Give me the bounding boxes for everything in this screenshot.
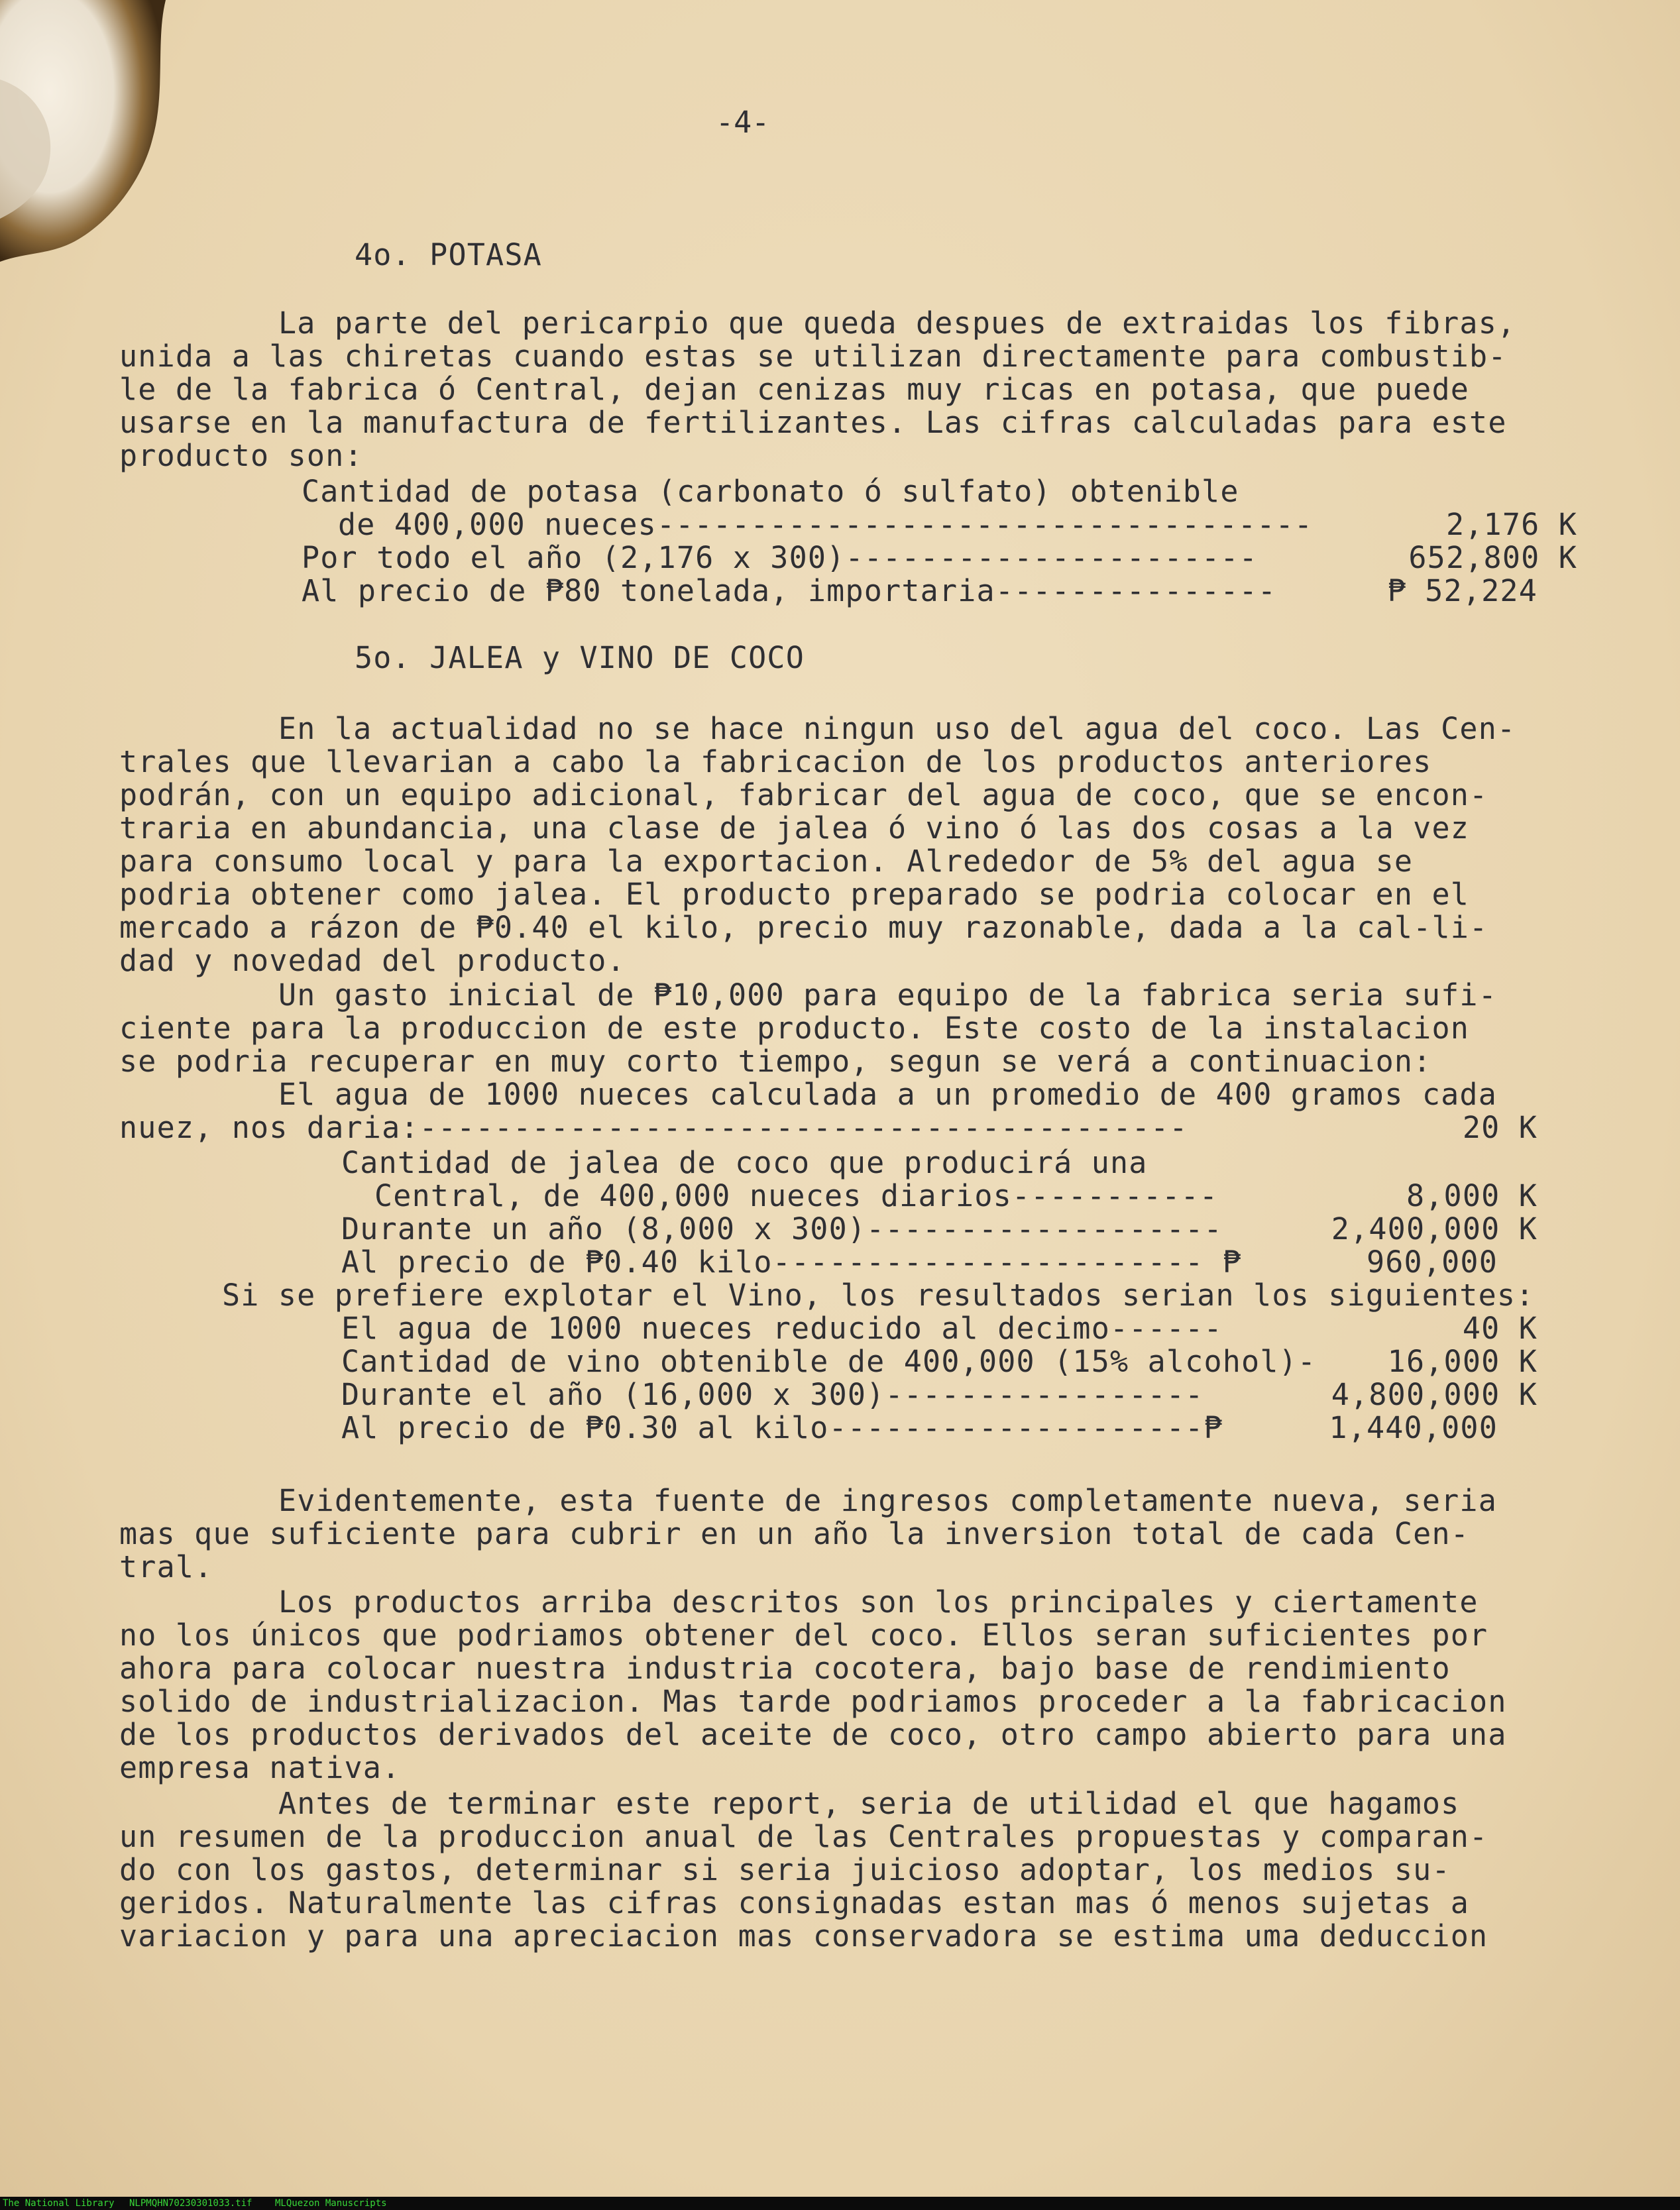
figure-label: Al precio de ₱80 tonelada, importaria--------------- bbox=[302, 573, 1277, 608]
figure-label: Cantidad de jalea de coco que producirá una bbox=[341, 1145, 1148, 1180]
paragraph-line: Los productos arriba descritos son los principales y ciertamente bbox=[278, 1584, 1479, 1620]
footer-file: NLPMQHN70230301033.tif bbox=[129, 2198, 252, 2209]
figure-label: Durante un año (8,000 x 300)------------------- bbox=[341, 1211, 1223, 1246]
paragraph-line: dad y novedad del producto. bbox=[119, 943, 626, 978]
paragraph-line: La parte del pericarpio que queda despues de extraidas los fibras, bbox=[278, 305, 1516, 341]
paragraph-line: ciente para la produccion de este producto. Este costo de la instalacion bbox=[119, 1011, 1470, 1046]
paragraph-line: Un gasto inicial de ₱10,000 para equipo de la fabrica seria sufi- bbox=[278, 977, 1497, 1013]
paragraph-line: tral. bbox=[119, 1549, 213, 1584]
paragraph-line: El agua de 1000 nueces calculada a un promedio de 400 gramos cada bbox=[278, 1077, 1497, 1112]
figure-label: Cantidad de vino obtenible de 400,000 (15% alcohol)- bbox=[341, 1344, 1317, 1379]
figure-amount: 2,400,000 K bbox=[1331, 1211, 1538, 1246]
figure-label: Durante el año (16,000 x 300)----------------- bbox=[341, 1377, 1204, 1412]
figure-label: Al precio de ₱0.30 al kilo--------------------₱ bbox=[341, 1410, 1223, 1445]
paragraph-line: En la actualidad no se hace ningun uso del agua del coco. Las Cen- bbox=[278, 711, 1516, 746]
section-heading-potasa: 4o. POTASA bbox=[355, 237, 542, 272]
scan-footer-bar bbox=[0, 2197, 1680, 2210]
paragraph-line: producto son: bbox=[119, 438, 363, 473]
footer-collection: MLQuezon Manuscripts bbox=[275, 2198, 387, 2209]
figure-label: Cantidad de potasa (carbonato ó sulfato) obtenible bbox=[302, 474, 1239, 509]
paragraph-line: para consumo local y para la exportacion. Alrededor de 5% del agua se bbox=[119, 844, 1414, 879]
figure-label: El agua de 1000 nueces reducido al decimo------ bbox=[341, 1311, 1223, 1346]
paragraph-line: do con los gastos, determinar si seria juicioso adoptar, los medios su- bbox=[119, 1852, 1451, 1887]
footer-library: The National Library bbox=[3, 2198, 115, 2209]
figure-amount: ₱ 52,224 bbox=[1387, 573, 1538, 608]
figure-amount: 16,000 K bbox=[1387, 1344, 1538, 1379]
paragraph-line: empresa nativa. bbox=[119, 1750, 401, 1785]
paragraph-line: mas que suficiente para cubrir en un año la inversion total de cada Cen- bbox=[119, 1516, 1470, 1551]
paragraph-line: le de la fabrica ó Central, dejan cenizas muy ricas en potasa, que puede bbox=[119, 372, 1470, 407]
paragraph-line: no los únicos que podriamos obtener del coco. Ellos seran suficientes por bbox=[119, 1618, 1488, 1653]
paragraph-line: podria obtener como jalea. El producto preparado se podria colocar en el bbox=[119, 877, 1470, 912]
paragraph-line: traria en abundancia, una clase de jalea ó vino ó las dos cosas a la vez bbox=[119, 810, 1470, 846]
paragraph-line: unida a las chiretas cuando estas se utilizan directamente para combustib- bbox=[119, 339, 1507, 374]
figure-amount: 40 K bbox=[1462, 1311, 1538, 1346]
burn-damage-mark bbox=[0, 0, 212, 278]
page-number: -4- bbox=[716, 105, 770, 140]
figure-amount: 4,800,000 K bbox=[1331, 1377, 1538, 1412]
figure-label: Central, de 400,000 nueces diarios----------- bbox=[374, 1178, 1219, 1213]
figure-amount: 20 K bbox=[1462, 1110, 1538, 1145]
figure-amount: 8,000 K bbox=[1406, 1178, 1538, 1213]
figure-amount: 960,000 bbox=[1366, 1244, 1498, 1280]
paragraph-line: Antes de terminar este report, seria de utilidad el que hagamos bbox=[278, 1786, 1460, 1821]
paragraph-line: un resumen de la produccion anual de las Centrales propuestas y comparan- bbox=[119, 1819, 1488, 1854]
figure-amount: 1,440,000 bbox=[1329, 1410, 1498, 1445]
paragraph-line: mercado a rázon de ₱0.40 el kilo, precio muy razonable, dada a la cal-li- bbox=[119, 910, 1488, 945]
figure-label: Al precio de ₱0.40 kilo----------------------- ₱ bbox=[341, 1244, 1242, 1280]
figure-amount: 652,800 K bbox=[1408, 540, 1577, 575]
paragraph-line: usarse en la manufactura de fertilizantes. Las cifras calculadas para este bbox=[119, 405, 1507, 440]
paragraph-line: trales que llevarian a cabo la fabricacion de los productos anteriores bbox=[119, 744, 1432, 779]
section-heading-jalea: 5o. JALEA y VINO DE COCO bbox=[355, 640, 805, 675]
figure-amount: 2,176 K bbox=[1445, 507, 1577, 542]
paragraph-line: ahora para colocar nuestra industria cocotera, bajo base de rendimiento bbox=[119, 1651, 1451, 1686]
paragraph-line: podrán, con un equipo adicional, fabricar del agua de coco, que se encon- bbox=[119, 777, 1488, 812]
paragraph-line: se podria recuperar en muy corto tiempo, segun se verá a continuacion: bbox=[119, 1044, 1432, 1079]
paragraph-line: Evidentemente, esta fuente de ingresos completamente nueva, seria bbox=[278, 1483, 1497, 1518]
paragraph-line: Si se prefiere explotar el Vino, los resultados serian los siguientes: bbox=[222, 1278, 1535, 1313]
paragraph-line: nuez, nos daria:----------------------------------------- bbox=[119, 1110, 1188, 1145]
figure-label: de 400,000 nueces----------------------------------- bbox=[338, 507, 1314, 542]
figure-label: Por todo el año (2,176 x 300)---------------------- bbox=[302, 540, 1258, 575]
paragraph-line: solido de industrializacion. Mas tarde podriamos proceder a la fabricacion bbox=[119, 1684, 1507, 1719]
paragraph-line: de los productos derivados del aceite de coco, otro campo abierto para una bbox=[119, 1717, 1507, 1752]
paragraph-line: variacion y para una apreciacion mas conservadora se estima uma deduccion bbox=[119, 1918, 1488, 1954]
paragraph-line: geridos. Naturalmente las cifras consignadas estan mas ó menos sujetas a bbox=[119, 1885, 1470, 1920]
